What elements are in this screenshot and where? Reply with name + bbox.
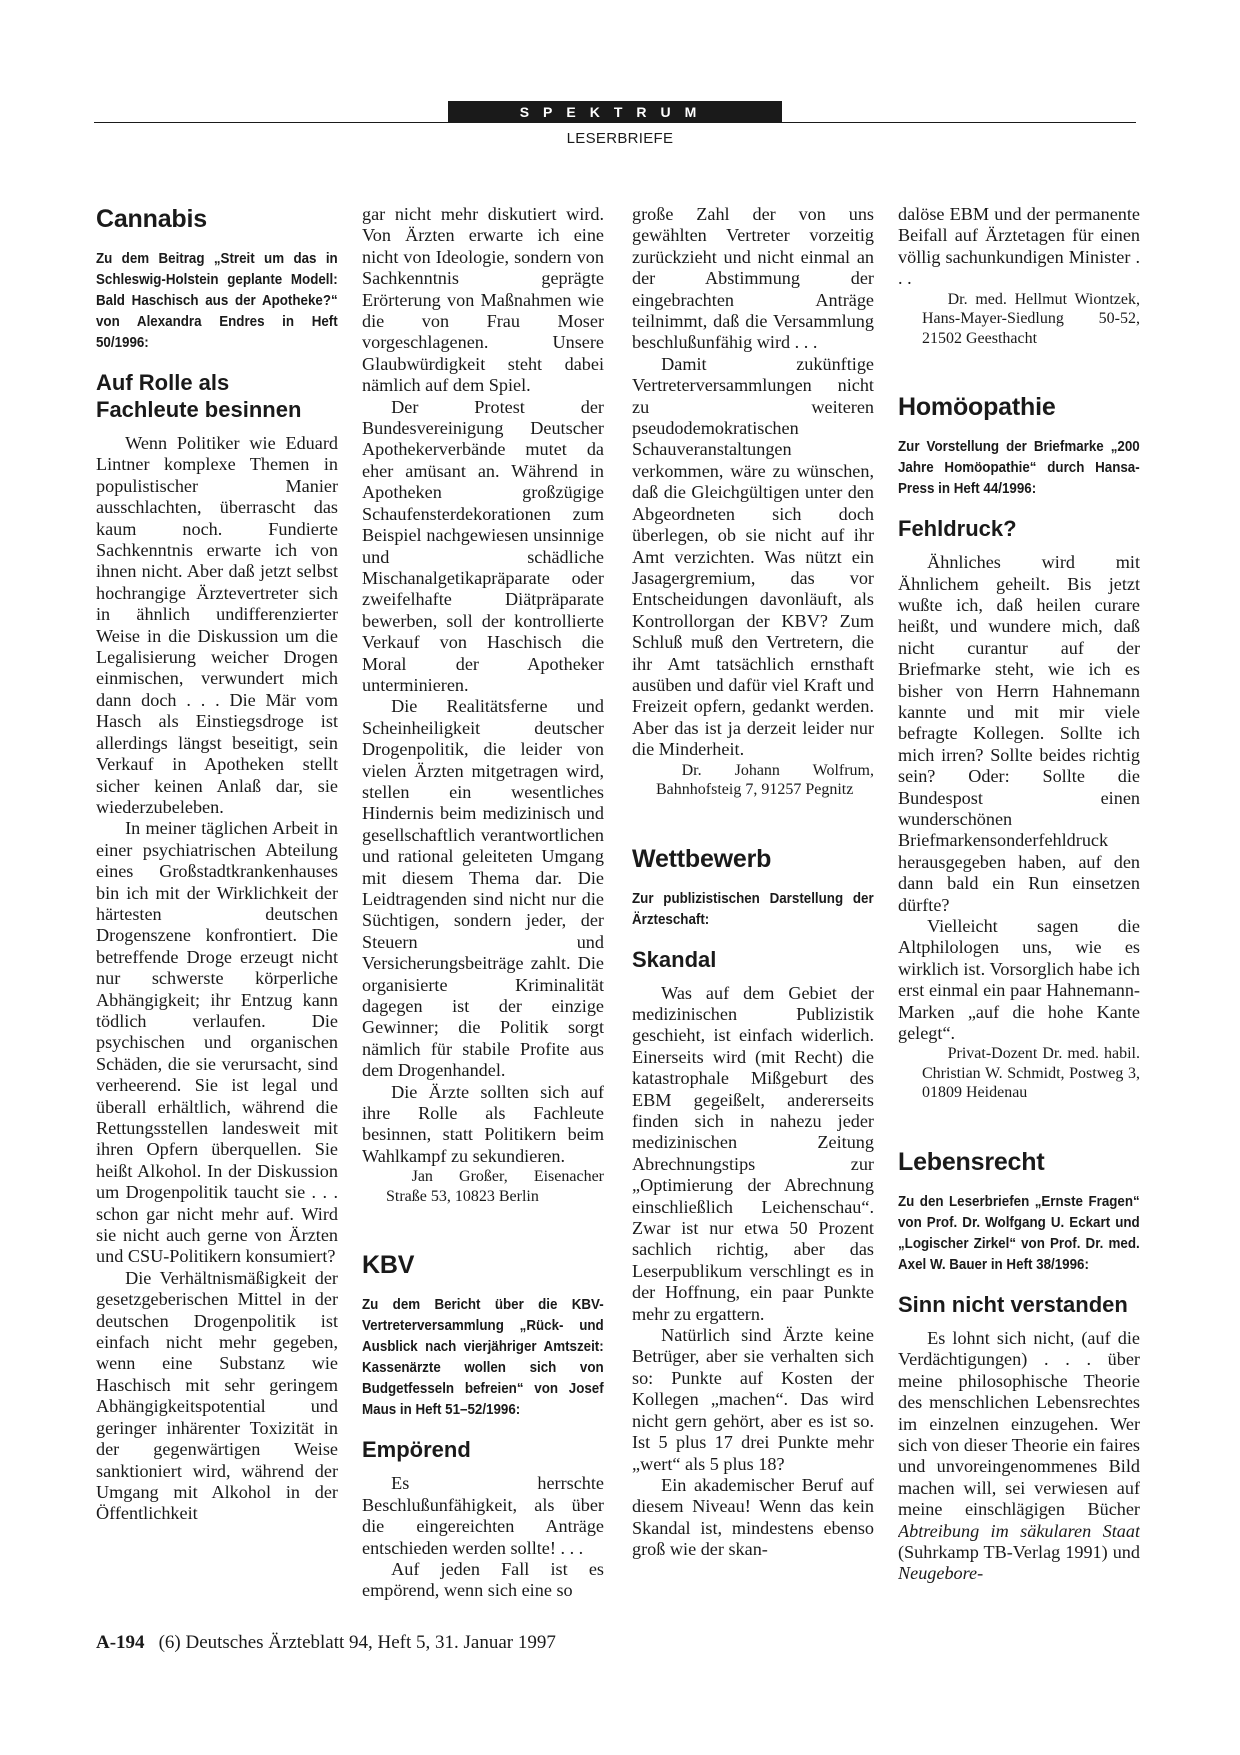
page-number: A-194 (96, 1632, 145, 1653)
paragraph: Die Verhältnismäßigkeit der gesetzgeberischen Mittel in der deutschen Drogenpolitik ist einfach nicht mehr gegeben, wenn eine Substanz wie Haschisch mit sehr geringem Abhängigkeitspotential und geringer inhärenter Toxizität in der gegenwärtigen Weise sanktioniert wird, während der Umgang mit Alkohol in der Öffentlichkeit (96, 1267, 338, 1524)
page-footer (96, 1632, 556, 1654)
article-title-wettbewerb: Wettbewerb (632, 844, 772, 873)
paragraph: In meiner täglichen Arbeit in einer psychiatrischen Abteilung eines Großstadtkrankenhauses bin ich mit der Wirklichkeit der härtesten deutschen Drogenszene konfrontiert. Die betreffende Droge erzeugt nicht nur schwerste körperliche Abhängigkeit; ihr Entzug kann tödlich verlaufen. Die psychischen und organischen Schäden, die sie verursacht, sind verheerend. Sie ist legal und überall erhältlich, während die Rettungsstellen landesweit mit ihren Opfern überquellen. Sie heißt Alkohol. In der Diskussion um Drogenpolitik taucht sie . . . schon gar nicht mehr auf. Wird sie nicht auch gerne von Ärzten und CSU-Politikern konsumiert? (96, 818, 338, 1267)
column-3 (632, 204, 874, 1604)
letter-signature: Jan Großer, Eisenacher Straße 53, 10823 Berlin (386, 1168, 604, 1205)
letter-signature: Dr. med. Hellmut Wiontzek, Hans-Mayer-Siedlung 50-52, 21502 Geesthacht (922, 290, 1140, 347)
journal-citation: (6) Deutsches Ärzteblatt 94, Heft 5, 31. Januar 1997 (158, 1632, 556, 1653)
paragraph: Es herrschte Beschlußunfähigkeit, als über die eingereichten Anträge entschieden werden sollte! . . . (362, 1473, 604, 1558)
spacer (898, 1103, 1140, 1147)
article-intro: Zu dem Bericht über die KBV-Vertreterversammlung „Rück- und Ausblick nach vierjähriger Amtszeit: Kassenärzte wollen sich von Budgetfesseln befreien“ von Josef Maus in Heft 51–52/1996: (362, 1296, 604, 1419)
paragraph: Was auf dem Gebiet der medizinischen Publizistik geschieht, ist einfach widerlich. Einerseits wird (mit Recht) die katastrophale Mißgeburt des EBM gegeißelt, andererseits finden sich in nahezu jeder medizinischen Zeitung Abrechnungstips zur „Optimierung der Abrechnung einschließlich Leichenschau“. Zwar ist nur etwa 50 Prozent sachlich richtig, aber das Leserpublikum verschlingt es in der Hoffnung, ein paar Punkte mehr zu ergattern. (632, 982, 874, 1324)
book-title: Neugebore- (898, 1563, 984, 1584)
letter-headline: Sinn nicht verstanden (898, 1291, 1128, 1317)
text-run: Es lohnt sich nicht, (auf die Verdächtigungen) . . . über meine philosophische Theorie des menschlichen Lebensrechtes im einzelnen einzugehen. Wer sich von dieser Theorie ein faires und unvoreingenommenes Bild machen will, sei verwiesen auf meine einschlägigen Bücher (898, 1327, 1140, 1520)
text-run: (Suhrkamp TB-Verlag 1991) und (898, 1542, 1140, 1563)
paragraph: Auf jeden Fall ist es empörend, wenn sich eine so (362, 1558, 604, 1601)
article-intro: Zur publizistischen Darstellung der Ärzteschaft: (632, 889, 874, 928)
paragraph: Der Protest der Bundesvereinigung Deutscher Apothekerverbände mutet da eher amüsant an. Während in Apotheken großzügige Schaufensterdekorationen zum Beispiel nachgewiesen unsinnige und schädliche Mischanalgetikapräparate oder zweifelhafte Diätpräparate bewerben, soll der kontrollierte Verkauf von Haschisch die Moral der Apotheker unterminieren. (362, 396, 604, 695)
book-title: Abtreibung im säkularen Staat (898, 1520, 1140, 1541)
letter-signature: Dr. Johann Wolfrum, Bahnhofsteig 7, 91257 Pegnitz (656, 761, 874, 799)
article-title-lebensrecht: Lebensrecht (898, 1147, 1045, 1176)
column-4 (898, 204, 1140, 1604)
letter-headline: Fehldruck? (898, 516, 1017, 542)
letter-headline: Empörend (362, 1437, 471, 1463)
spacer (898, 348, 1140, 392)
article-title-kbv: KBV (362, 1251, 415, 1280)
article-title-cannabis: Cannabis (96, 205, 207, 233)
paragraph: Die Ärzte sollten sich auf ihre Rolle als Fachleute besinnen, statt Politikern beim Wahlkampf zu sekundieren. (362, 1081, 604, 1166)
paragraph: Wenn Politiker wie Eduard Lintner komplexe Themen in populistischer Manier ausschlachten, überrascht das kaum noch. Fundierte Sachkenntnis erwarte ich von ihnen nicht. Aber daß jetzt selbst hochrangige Ärztevertreter sich in ähnlich undifferenzierter Weise in die Diskussion um die Legalisierung weicher Drogen einmischen, verwundert mich dann doch . . . Die Mär vom Hasch als Einstiegsdroge ist allerdings längst beseitigt, sein Verkauf in Apotheken stellt sicher keinen Anlaß dar, sie wiederzubeleben. (96, 433, 338, 817)
article-intro: Zu den Leserbriefen „Ernste Fragen“ von Prof. Dr. Wolfgang U. Eckart und „Logischer Zirkel“ von Prof. Dr. med. Axel W. Bauer in Heft 38/1996: (898, 1192, 1140, 1273)
column-2 (362, 204, 604, 1604)
letter-headline: Skandal (632, 946, 717, 972)
paragraph: große Zahl der von uns gewählten Vertreter vorzeitig zurückzieht und nicht einmal an der Abstimmung der eingebrachten Anträge teilnimmt, daß die Versammlung beschlußunfähig wird . . . (632, 204, 874, 353)
paragraph: Ähnliches wird mit Ähnlichem geheilt. Bis jetzt wußte ich, daß heilen curare heißt, und wundere mich, daß nicht curantur auf der Briefmarke steht, wie ich es bisher von Herrn Hahnemann kannte und mit mir viele befragte Kollegen. Sollte ich mich irren? Sollte beides richtig sein? Oder: Sollte die Bundespost einen wunderschönen Briefmarkensonderfehldruck herausgegeben haben, auf den dann bald ein Run einsetzen dürfte? (898, 552, 1140, 915)
letter-headline: Auf Rolle als Fachleute besinnen (96, 370, 302, 422)
column-1 (96, 204, 338, 1604)
article-title-homoeopathie: Homöopathie (898, 393, 1056, 422)
article-intro: Zu dem Beitrag „Streit um das in Schleswig-Holstein geplante Modell: Bald Haschisch aus der Apotheke?“ von Alexandra Endres in Heft 50/1996: (96, 250, 338, 351)
paragraph (898, 1328, 1140, 1585)
spacer (362, 1206, 604, 1250)
paragraph: Vielleicht sagen die Altphilologen uns, wie es wirklich ist. Vorsorglich habe ich erst einmal ein paar Hahnemann-Marken „auf die hohe Kante gelegt“. (898, 916, 1140, 1044)
paragraph: gar nicht mehr diskutiert wird. Von Ärzten erwarte ich eine nicht von Ideologie, sondern von Sachkenntnis geprägte Erörterung von Maßnahmen wie die von Frau Moser vorgeschlagenen. Unsere Glaubwürdigkeit steht dabei nämlich auf dem Spiel. (362, 204, 604, 396)
header-rule (94, 122, 1136, 123)
paragraph: Damit zukünftige Vertreterversammlungen nicht zu weiteren pseudodemokratischen Schauveranstaltungen verkommen, wäre zu wünschen, daß die Gleichgültigen unter den Abgeordneten sich doch überlegen, ob sie nicht auf ihr Amt verzichten. Was nützt ein Jasagergremium, das vor Entscheidungen davonläuft, als Kontrollorgan der KBV? Zum Schluß muß den Vertretern, die ihr Amt tatsächlich ernsthaft ausüben und dafür viel Kraft und Freizeit opfern, gedankt werden. Aber das ist ja derzeit leider nur die Minderheit. (632, 353, 874, 760)
section-header-bar: SPEKTRUM (448, 101, 782, 123)
paragraph: Natürlich sind Ärzte keine Betrüger, aber sie verhalten sich so: Punkte auf Kosten der Kollegen „machen“. Das wird nicht gern gehört, aber es ist so. Ist 5 plus 17 drei Punkte mehr „wert“ als 5 plus 18? (632, 1325, 874, 1474)
paragraph: Ein akademischer Beruf auf diesem Niveau! Wenn das kein Skandal ist, mindestens ebenso groß wie der skan- (632, 1474, 874, 1560)
spacer (632, 800, 874, 844)
section-subheader: LESERBRIEFE (566, 130, 674, 147)
paragraph: dalöse EBM und der permanente Beifall auf Ärztetagen für einen völlig sachunkundigen Minister . . . (898, 204, 1140, 289)
article-intro: Zur Vorstellung der Briefmarke „200 Jahre Homöopathie“ durch Hansa-Press in Heft 44/1996: (898, 438, 1140, 498)
letter-signature: Privat-Dozent Dr. med. habil. Christian W. Schmidt, Postweg 3, 01809 Heidenau (922, 1045, 1140, 1102)
paragraph: Die Realitätsferne und Scheinheiligkeit deutscher Drogenpolitik, die leider von vielen Ärzten mitgetragen wird, stellen ein wesentliches Hindernis beim medizinisch und gesellschaftlich verantwortlichen und rational geleiteten Umgang mit diesem Thema dar. Die Leidtragenden sind nicht nur die Süchtigen, sondern jeder, der Steuern und Versicherungsbeiträge zahlt. Die organisierte Kriminalität dagegen ist der einzige Gewinner; die Politik sorgt nämlich für stabile Profite aus dem Drogenhandel. (362, 696, 604, 1081)
